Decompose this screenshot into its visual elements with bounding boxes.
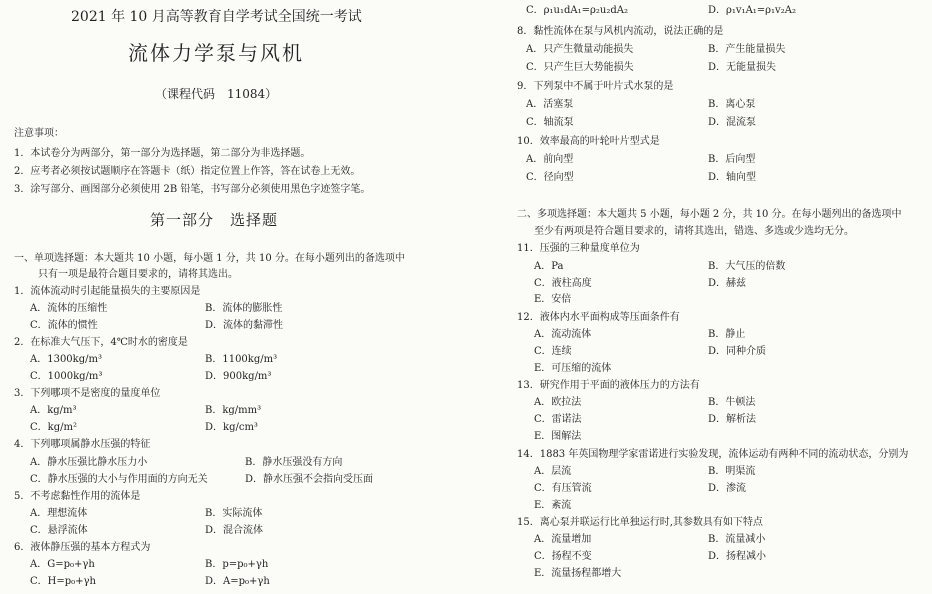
option: C．1000kg/m³ (30, 371, 103, 382)
option: B．牛顿法 (708, 397, 756, 408)
option: D．静水压强不会指向受压面 (245, 474, 374, 485)
section-heading: 一、单项选择题：本大题共 10 小题，每小题 1 分，共 10 分。在每小题列出的备选项中 (14, 253, 405, 264)
option: D．ρ₁v₁A₁=ρ₁v₂A₂ (708, 5, 796, 16)
option: B．实际流体 (205, 508, 263, 519)
option: C．只产生巨大势能损失 (526, 62, 634, 73)
question-stem: 12．液体内水平面构成等压面条件有 (517, 312, 680, 323)
option: C．液柱高度 (534, 278, 592, 289)
option: B．明渠流 (708, 466, 756, 477)
option: B．p=p₀+γh (205, 559, 269, 570)
question-stem: 6．液体静压强的基本方程式为 (14, 542, 151, 553)
option: B．1100kg/m³ (205, 354, 278, 365)
option: A．G=p₀+γh (30, 559, 95, 570)
option: C．径向型 (526, 172, 574, 183)
option: A．活塞泵 (526, 99, 574, 110)
option: C．轴流泵 (526, 117, 574, 128)
exam-title: 2021 年 10 月高等教育自学考试全国统一考试 (71, 9, 362, 25)
question-stem: 1．流体流动时引起能量损失的主要原因是 (14, 286, 201, 297)
option: D．赫兹 (708, 278, 747, 289)
question-stem: 14．1883 年英国物理学家雷诺进行实验发现，流体运动有两种不同的流动状态，分别为 (517, 449, 909, 460)
section-heading: 二、多项选择题：本大题共 5 小题，每小题 2 分，共 10 分。在每小题列出的备选项中 (517, 209, 902, 220)
option: B．kg/mm³ (205, 405, 262, 416)
question-stem: 5．不考虑黏性作用的流体是 (14, 491, 141, 502)
option: B．流量减小 (708, 534, 766, 545)
option: E．流量扬程都增大 (534, 568, 622, 579)
option: D．扬程减小 (708, 551, 767, 562)
option: A．静水压强比静水压力小 (30, 457, 148, 468)
question-stem: 9．下列泵中不属于叶片式水泵的是 (517, 81, 674, 92)
option: B．后向型 (708, 154, 756, 165)
question-stem: 3．下列哪项不是密度的量度单位 (14, 388, 161, 399)
option: B．流体的膨胀性 (205, 303, 283, 314)
option: C．kg/m² (30, 422, 77, 433)
notice-item: 3．涂写部分、画图部分必须使用 2B 铅笔，书写部分必须使用黑色字迹签字笔。 (14, 184, 371, 195)
option: A．理想流体 (30, 508, 88, 519)
option: C．静水压强的大小与作用面的方向无关 (30, 474, 208, 485)
course-code: （课程代码 11084） (155, 87, 278, 101)
option: E．图解法 (534, 431, 582, 442)
option: C．ρ₁u₁dA₁=ρ₂u₂dA₂ (526, 5, 628, 16)
option: A．欧拉法 (534, 397, 582, 408)
section-heading: 只有一项是最符合题目要求的，请将其选出。 (38, 269, 238, 280)
option: A．前向型 (526, 154, 574, 165)
option: D．kg/cm³ (205, 422, 258, 433)
option: D．混合流体 (205, 525, 264, 536)
option: D．轴向型 (708, 172, 757, 183)
option: C．扬程不变 (534, 551, 592, 562)
question-stem: 10．效率最高的叶轮叶片型式是 (517, 136, 660, 147)
option: A．Pa (534, 261, 564, 272)
option: A．流动流体 (534, 329, 592, 340)
question-stem: 15．离心泵并联运行比单独运行时,其参数具有如下特点 (517, 517, 763, 528)
option: D．解析法 (708, 414, 757, 425)
option: D．流体的黏滞性 (205, 320, 284, 331)
option: B．产生能量损失 (708, 44, 786, 55)
notice-item: 2．应考者必须按试题顺序在答题卡（纸）指定位置上作答，答在试卷上无效。 (14, 166, 361, 177)
question-stem: 2．在标准大气压下，4℃时水的密度是 (14, 337, 188, 348)
option: B．静水压强没有方向 (245, 457, 343, 468)
option: B．静止 (708, 329, 746, 340)
subject-title: 流体力学泵与风机 (128, 41, 304, 65)
option: C．悬浮流体 (30, 525, 88, 536)
option: D．900kg/m³ (205, 371, 272, 382)
option: B．离心泵 (708, 99, 756, 110)
option: D．无能量损失 (708, 62, 777, 73)
option: E．安倍 (534, 294, 572, 305)
option: A．只产生微量动能损失 (526, 44, 634, 55)
option: C．连续 (534, 346, 572, 357)
part-title: 第一部分 选择题 (150, 211, 279, 229)
option: D．渗流 (708, 483, 747, 494)
option: B．大气压的倍数 (708, 261, 786, 272)
option: A．层流 (534, 466, 572, 477)
question-stem: 11．压强的三种量度单位为 (517, 243, 640, 254)
option: E．可压缩的流体 (534, 363, 612, 374)
option: A．流量增加 (534, 534, 592, 545)
question-stem: 8．黏性流体在泵与风机内流动，说法正确的是 (517, 26, 724, 37)
notice-title: 注意事项： (14, 128, 64, 139)
option: C．雷诺法 (534, 414, 582, 425)
option: A．kg/m³ (30, 405, 77, 416)
question-stem: 13．研究作用于平面的液体压力的方法有 (517, 380, 700, 391)
option: C．流体的惯性 (30, 320, 98, 331)
option: D．混流泵 (708, 117, 757, 128)
section-heading: 至少有两项是符合题目要求的，请将其选出，错选、多选或少选均无分。 (534, 226, 854, 237)
option: A．流体的压缩性 (30, 303, 108, 314)
option: D．同种介质 (708, 346, 767, 357)
question-stem: 4．下列哪项属静水压强的特征 (14, 439, 151, 450)
option: A．1300kg/m³ (30, 354, 102, 365)
option: C．有压管流 (534, 483, 592, 494)
option: D．A=p₀+γh (205, 576, 270, 587)
option: C．H=p₀+γh (30, 576, 96, 587)
notice-item: 1．本试卷分为两部分，第一部分为选择题，第二部分为非选择题。 (14, 148, 311, 159)
option: E．紊流 (534, 500, 572, 511)
